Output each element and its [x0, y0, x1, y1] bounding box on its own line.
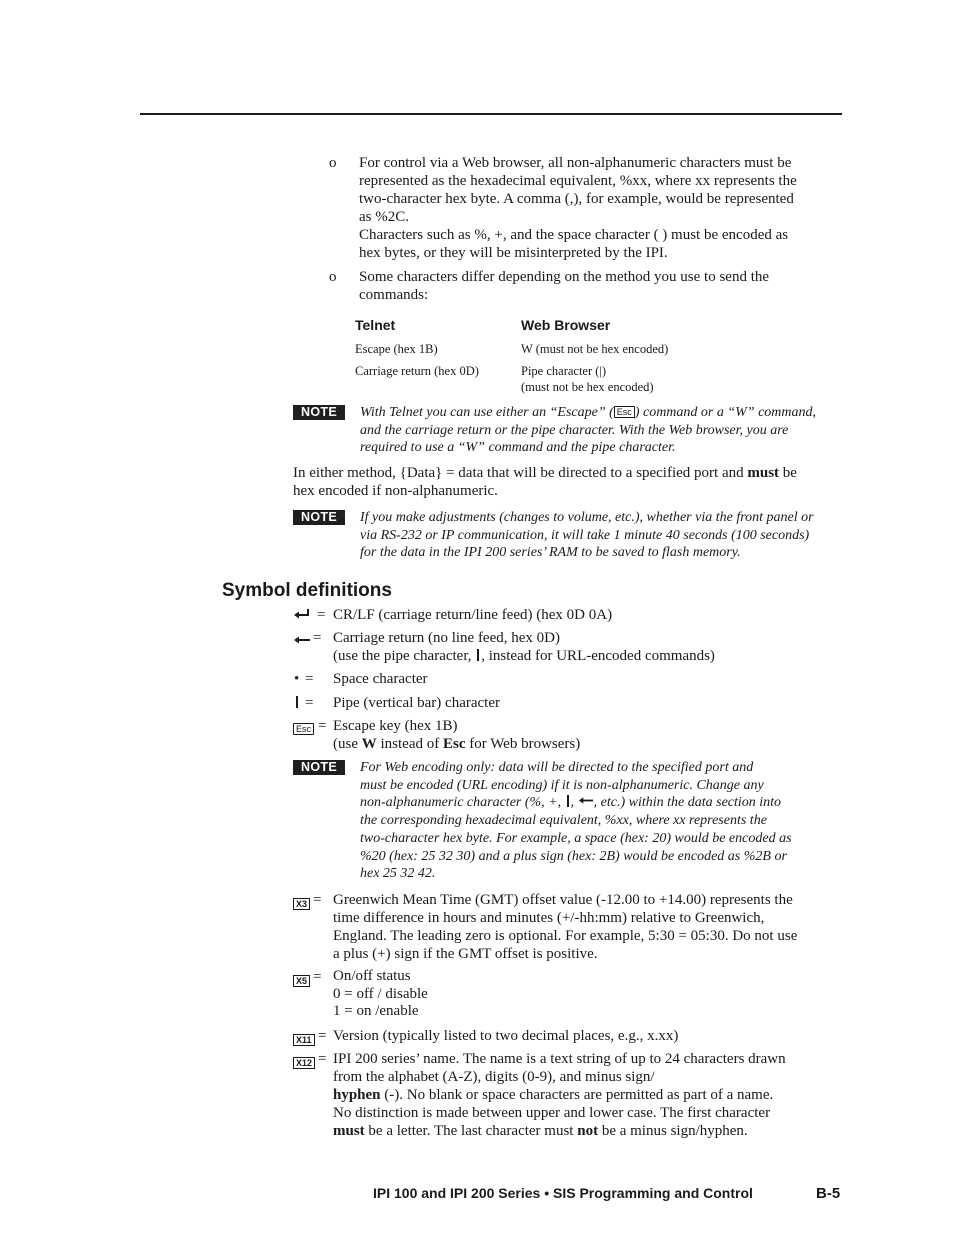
text-line: from the alphabet (A-Z), digits (0-9), and minus sign/ [333, 1069, 655, 1085]
text-line: On/off status [333, 968, 411, 984]
text-line: two-character hex byte. For example, a space (hex: 20) would be encoded as [360, 830, 792, 846]
header-rule [140, 113, 842, 115]
text-line: hex 25 32 42. [360, 866, 436, 882]
text-line: time difference in hours and minutes (+/-hh:mm) relative to Greenwich, [333, 910, 765, 926]
pipe-icon [477, 649, 479, 661]
text-span: (-). No blank or space characters are permitted as part of a name. [384, 1087, 774, 1103]
variable-x12-icon [293, 1053, 315, 1071]
variable-x11-icon [293, 1030, 315, 1048]
text-line [360, 404, 850, 422]
left-arrow-icon [578, 796, 594, 805]
text-span: be a minus sign/hyphen. [601, 1123, 748, 1139]
text-line [293, 464, 853, 482]
text-line: the corresponding hexadecimal equivalent, %xx, where xx represents the [360, 813, 767, 829]
text-line: England. The leading zero is optional. For example, 5:30 = 05:30. Do not use [333, 928, 798, 944]
bullet-space-icon: • [294, 671, 300, 687]
table-header-telnet: Telnet [355, 317, 396, 333]
symbol-space-definition: Space character [333, 671, 428, 687]
text-span: , instead for URL-encoded commands) [481, 648, 715, 664]
equals-sign: = [317, 607, 326, 623]
bullet-marker: o [329, 269, 337, 285]
text-line: a plus (+) sign if the GMT offset is positive. [333, 946, 598, 962]
text-line: For control via a Web browser, all non-alphanumeric characters must be [359, 155, 792, 171]
emphasis: Esc [442, 736, 466, 752]
bullet1-text [359, 154, 849, 262]
emphasis: must [333, 1123, 365, 1139]
equals-sign: = [313, 892, 322, 908]
text-line: %20 (hex: 25 32 30) and a plus sign (hex: 2B) would be encoded as %2B or [360, 848, 787, 864]
symbol-esc-definition [333, 717, 833, 753]
text-span: In either method, {Data} = data that will be directed to a specified port and [293, 465, 744, 481]
text-line: Characters such as %, +, and the space character ( ) must be encoded as [359, 227, 789, 243]
esc-key-icon: Esc [614, 406, 635, 418]
table-cell-line: (must not be hex encoded) [521, 380, 654, 394]
text-line: and the carriage return or the pipe character. With the Web browser, you are [360, 422, 789, 438]
return-arrow-icon [293, 607, 311, 625]
table-cell: Escape (hex 1B) [355, 342, 438, 356]
text-span: , [570, 795, 575, 811]
text-line: hex bytes, or they will be misinterpreted by the IPI. [359, 245, 668, 261]
emphasis: hyphen [333, 1087, 381, 1103]
text-span: be a letter. The last character must [368, 1123, 574, 1139]
table-cell: Carriage return (hex 0D) [355, 364, 479, 378]
text-line: commands: [359, 287, 429, 303]
esc-key-label: Esc [293, 723, 314, 735]
footer-title: IPI 100 and IPI 200 Series • SIS Programming and Control [373, 1185, 753, 1201]
text-line: If you make adjustments (changes to volume, etc.), whether via the front panel or [360, 510, 814, 525]
text-line: via RS-232 or IP communication, it will take 1 minute 40 seconds (100 seconds) [360, 527, 810, 543]
text-span: non-alphanumeric character (%, +, [360, 795, 562, 811]
table-header-web-browser: Web Browser [521, 317, 611, 333]
text-line: represented as the hexadecimal equivalent, %xx, where xx represents the [359, 173, 797, 189]
variable-x12-definition [333, 1050, 848, 1140]
table-cell-line: Pipe character (|) [521, 364, 607, 378]
note1-text [360, 404, 850, 457]
text-line: Carriage return (no line feed, hex 0D) [333, 630, 560, 646]
note-badge: NOTE [293, 760, 345, 775]
symbol-pipe-definition: Pipe (vertical bar) character [333, 695, 500, 711]
text-line: 1 = on /enable [333, 1003, 419, 1019]
text-line [333, 1122, 848, 1140]
variable-x3-definition [333, 891, 848, 963]
variable-label: X3 [293, 898, 310, 910]
text-line: No distinction is made between upper and lower case. The first character [333, 1105, 771, 1121]
equals-sign: = [305, 671, 314, 687]
variable-x11-definition: Version (typically listed to two decimal places, e.g., x.xx) [333, 1028, 679, 1044]
pipe-icon [296, 696, 298, 708]
text-line [333, 735, 833, 753]
note3-text [360, 759, 850, 883]
variable-label: X12 [293, 1057, 315, 1069]
text-line: hex encoded if non-alphanumeric. [293, 483, 498, 499]
emphasis: W [361, 736, 377, 752]
bullet-marker: o [329, 155, 337, 171]
text-line: Escape key (hex 1B) [333, 718, 458, 734]
emphasis: not [577, 1123, 599, 1139]
variable-x5-icon [293, 971, 310, 989]
equals-sign: = [313, 969, 322, 985]
text-line [333, 1086, 848, 1104]
symbol-crlf-definition: CR/LF (carriage return/line feed) (hex 0D 0A) [333, 607, 613, 623]
equals-sign: = [313, 630, 322, 646]
text-line: Some characters differ depending on the method you use to send the [359, 269, 770, 285]
text-span: (use the pipe character, [333, 648, 472, 664]
text-line: must be encoded (URL encoding) if it is non-alphanumeric. Change any [360, 777, 764, 793]
page-number: B-5 [816, 1185, 841, 1202]
text-line: Greenwich Mean Time (GMT) offset value (-12.00 to +14.00) represents the [333, 892, 793, 908]
equals-sign: = [318, 718, 327, 734]
equals-sign: = [318, 1051, 327, 1067]
pipe-icon [567, 795, 569, 807]
text-span: for Web browsers) [469, 736, 581, 752]
left-arrow-icon [293, 632, 311, 650]
variable-x3-icon [293, 894, 310, 912]
text-line: two-character hex byte. A comma (,), for example, would be represented [359, 191, 794, 207]
text-span: , etc.) within the data section into [593, 795, 782, 811]
note-badge: NOTE [293, 405, 345, 420]
note-badge: NOTE [293, 510, 345, 525]
table-cell: W (must not be hex encoded) [521, 342, 669, 356]
text-span: instead of [380, 736, 440, 752]
text-span: (use [333, 736, 358, 752]
text-line: 0 = off / disable [333, 985, 428, 1002]
text-line: for the data in the IPI 200 series’ RAM to be saved to flash memory. [360, 545, 741, 561]
text-span: ) command or a “W” command, [634, 405, 817, 420]
variable-label: X5 [293, 975, 310, 987]
text-line: required to use a “W” command and the pipe character. [360, 440, 676, 456]
note2-text [360, 509, 850, 562]
equals-sign: = [305, 695, 314, 711]
text-line [360, 794, 850, 812]
emphasis: must [747, 465, 780, 481]
text-span: With Telnet you can use either an “Escape” ( [360, 405, 614, 420]
table-cell [521, 363, 654, 395]
text-line: IPI 200 series’ name. The name is a text string of up to 24 characters drawn [333, 1051, 786, 1067]
paragraph-either-method [293, 464, 853, 500]
variable-label: X11 [293, 1034, 315, 1046]
bullet2-text [359, 268, 849, 304]
esc-key-icon [293, 720, 314, 738]
equals-sign: = [318, 1028, 327, 1044]
text-line: as %2C. [359, 209, 409, 225]
symbol-cr-definition [333, 629, 833, 665]
text-line [333, 647, 833, 665]
text-span: be [782, 465, 797, 481]
section-title: Symbol definitions [222, 580, 392, 601]
variable-x5-definition [333, 968, 833, 1021]
text-line: For Web encoding only: data will be directed to the specified port and [360, 760, 754, 775]
